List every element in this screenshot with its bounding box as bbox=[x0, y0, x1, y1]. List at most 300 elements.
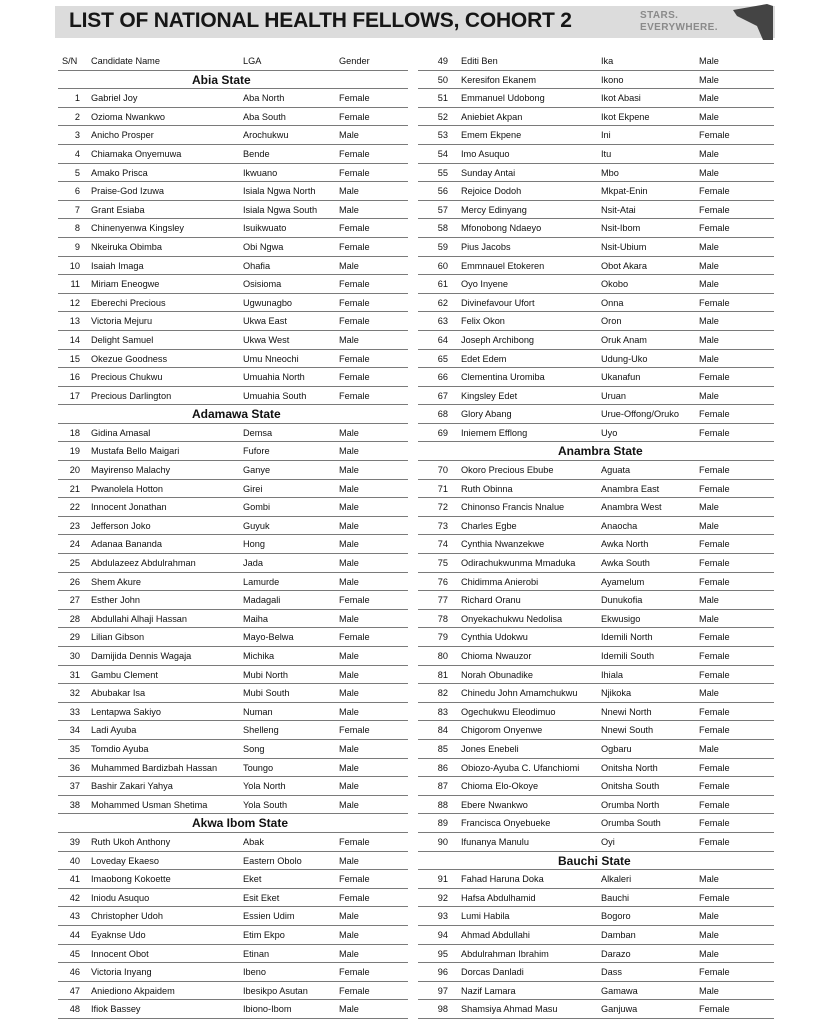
cell-gender: Male bbox=[339, 427, 359, 438]
table-row bbox=[58, 647, 408, 666]
table-row bbox=[418, 350, 774, 369]
cell-lga: Abak bbox=[243, 836, 264, 847]
cell-sn: 64 bbox=[437, 334, 448, 345]
cell-sn: 80 bbox=[437, 651, 448, 661]
cell-gender: Female bbox=[699, 483, 730, 494]
cell-gender: Female bbox=[699, 799, 730, 810]
state-name: Abia State bbox=[192, 72, 251, 87]
table-row bbox=[418, 71, 774, 90]
cell-gender: Female bbox=[339, 595, 370, 606]
cell-name: Chidimma Anierobi bbox=[461, 576, 539, 587]
cell-lga: Oron bbox=[601, 316, 622, 327]
cell-gender: Male bbox=[339, 483, 359, 494]
header-lga: LGA bbox=[243, 56, 262, 66]
cell-sn: 7 bbox=[74, 204, 80, 215]
tagline-line-1: STARS. bbox=[640, 10, 679, 21]
cell-name: Kingsley Edet bbox=[461, 390, 518, 401]
cell-sn: 33 bbox=[69, 706, 80, 717]
tagline-line-2: EVERYWHERE. bbox=[640, 22, 718, 33]
cell-name: Chiamaka Onyemuwa bbox=[91, 148, 182, 159]
cell-sn: 43 bbox=[69, 911, 80, 922]
cell-lga: Eket bbox=[243, 874, 262, 885]
cell-sn: 51 bbox=[437, 93, 448, 104]
cell-gender: Female bbox=[339, 353, 370, 364]
table-row bbox=[418, 777, 774, 796]
cell-sn: 22 bbox=[69, 502, 80, 513]
cell-gender: Female bbox=[699, 967, 730, 978]
cell-name: Esther John bbox=[91, 595, 141, 606]
cell-sn: 50 bbox=[437, 74, 448, 85]
cell-sn: 77 bbox=[437, 595, 448, 606]
cell-sn: 57 bbox=[437, 204, 448, 215]
cell-name: Precious Darlington bbox=[91, 390, 172, 401]
header-gender: Gender bbox=[339, 56, 370, 66]
cell-lga: Mubi South bbox=[243, 688, 290, 699]
cell-gender: Female bbox=[699, 818, 730, 829]
cell-sn: 55 bbox=[437, 167, 448, 178]
table-row bbox=[58, 368, 408, 387]
cell-lga: Obot Akara bbox=[601, 260, 647, 271]
cell-sn: 34 bbox=[69, 725, 80, 736]
cell-sn: 97 bbox=[437, 985, 448, 996]
cell-gender: Male bbox=[699, 911, 719, 922]
table-row bbox=[418, 312, 774, 331]
table-row bbox=[58, 145, 408, 164]
state-section-heading bbox=[58, 405, 408, 424]
cell-sn: 11 bbox=[70, 279, 80, 290]
cell-name: Francisca Onyebueke bbox=[461, 818, 551, 829]
cell-gender: Male bbox=[699, 111, 719, 122]
cell-sn: 72 bbox=[437, 502, 448, 513]
cell-gender: Male bbox=[339, 762, 359, 773]
table-row bbox=[418, 833, 774, 852]
cell-name: Cynthia Nwanzekwe bbox=[461, 539, 545, 550]
cell-sn: 68 bbox=[437, 409, 448, 420]
cell-lga: Shelleng bbox=[243, 725, 279, 736]
cell-lga: Dass bbox=[601, 967, 622, 978]
table-row bbox=[418, 52, 774, 71]
cell-name: Precious Chukwu bbox=[91, 372, 163, 383]
table-row bbox=[58, 610, 408, 629]
cell-name: Onyekachukwu Nedolisa bbox=[461, 613, 563, 624]
cell-gender: Female bbox=[699, 576, 730, 587]
cell-name: Victoria Inyang bbox=[91, 967, 152, 978]
cell-sn: 71 bbox=[437, 483, 448, 494]
cell-sn: 79 bbox=[437, 632, 448, 643]
cell-name: Damijida Dennis Wagaja bbox=[91, 651, 192, 661]
cell-sn: 76 bbox=[437, 576, 448, 587]
table-row bbox=[58, 331, 408, 350]
table-row bbox=[418, 238, 774, 257]
right-column bbox=[418, 52, 774, 1019]
cell-lga: Esit Eket bbox=[243, 892, 280, 903]
state-name: Anambra State bbox=[558, 444, 643, 459]
cell-gender: Female bbox=[699, 130, 730, 141]
table-row bbox=[58, 796, 408, 815]
cell-lga: Ogbaru bbox=[601, 743, 632, 754]
cell-name: Innocent Obot bbox=[91, 948, 149, 959]
cell-lga: Mkpat-Enin bbox=[601, 186, 648, 197]
cell-gender: Male bbox=[699, 502, 719, 513]
cell-lga: Isiala Ngwa South bbox=[243, 204, 318, 215]
cell-gender: Male bbox=[339, 502, 359, 513]
cell-sn: 36 bbox=[69, 762, 80, 773]
table-row bbox=[418, 424, 774, 443]
cell-lga: Anambra East bbox=[601, 483, 660, 494]
cell-gender: Male bbox=[699, 93, 719, 104]
cell-lga: Urue-Offong/Oruko bbox=[601, 409, 679, 420]
cell-name: Isaiah Imaga bbox=[91, 260, 144, 271]
cell-gender: Female bbox=[339, 111, 370, 122]
cell-sn: 56 bbox=[437, 186, 448, 197]
cell-name: Ebere Nwankwo bbox=[461, 799, 528, 810]
cell-name: Felix Okon bbox=[461, 316, 505, 327]
cell-lga: Hong bbox=[243, 539, 265, 550]
cell-gender: Female bbox=[699, 706, 730, 717]
cell-sn: 38 bbox=[69, 799, 80, 810]
table-row bbox=[418, 591, 774, 610]
table-row bbox=[58, 554, 408, 573]
table-row bbox=[418, 610, 774, 629]
cell-sn: 35 bbox=[69, 743, 80, 754]
cell-sn: 59 bbox=[437, 241, 448, 252]
cell-gender: Female bbox=[339, 892, 370, 903]
cell-gender: Female bbox=[339, 372, 370, 383]
cell-sn: 78 bbox=[437, 613, 448, 624]
cell-lga: Ohafia bbox=[243, 260, 271, 271]
cell-lga: Okobo bbox=[601, 279, 629, 290]
cell-name: Sunday Antai bbox=[461, 167, 516, 178]
cell-gender: Female bbox=[339, 223, 370, 234]
table-row bbox=[58, 777, 408, 796]
cell-sn: 93 bbox=[437, 911, 448, 922]
cell-sn: 26 bbox=[69, 576, 80, 587]
cell-name: Hafsa Abdulhamid bbox=[461, 892, 536, 903]
cell-sn: 81 bbox=[437, 669, 448, 680]
table-row bbox=[418, 405, 774, 424]
cell-lga: Ukanafun bbox=[601, 372, 641, 383]
cell-name: Amako Prisca bbox=[91, 167, 148, 178]
cell-sn: 54 bbox=[437, 148, 448, 159]
cell-name: Muhammed Bardizbah Hassan bbox=[91, 762, 218, 773]
table-row bbox=[58, 1000, 408, 1019]
cell-sn: 88 bbox=[437, 799, 448, 810]
table-row bbox=[58, 945, 408, 964]
cell-gender: Male bbox=[339, 446, 359, 457]
cell-sn: 70 bbox=[437, 465, 448, 476]
cell-sn: 13 bbox=[69, 316, 80, 327]
table-row bbox=[58, 982, 408, 1001]
table-row bbox=[58, 963, 408, 982]
cell-name: Chioma Elo-Okoye bbox=[461, 781, 539, 792]
cell-gender: Female bbox=[699, 558, 730, 569]
cell-sn: 69 bbox=[437, 427, 448, 438]
cell-gender: Female bbox=[699, 632, 730, 643]
cell-gender: Male bbox=[339, 781, 359, 792]
cell-name: Iniodu Asuquo bbox=[91, 892, 150, 903]
cell-name: Jones Enebeli bbox=[461, 743, 519, 754]
cell-sn: 84 bbox=[437, 725, 448, 736]
cell-lga: Gombi bbox=[243, 502, 271, 513]
cell-sn: 83 bbox=[437, 706, 448, 717]
table-row bbox=[418, 164, 774, 183]
cell-name: Ruth Obinna bbox=[461, 483, 513, 494]
cell-lga: Awka South bbox=[601, 558, 650, 569]
cell-name: Ahmad Abdullahi bbox=[461, 929, 530, 940]
cell-gender: Male bbox=[339, 558, 359, 569]
cell-name: Miriam Eneogwe bbox=[91, 279, 160, 290]
table-row bbox=[418, 870, 774, 889]
cell-name: Ifiok Bassey bbox=[91, 1004, 141, 1015]
cell-sn: 92 bbox=[437, 892, 448, 903]
table-row bbox=[418, 1000, 774, 1019]
cell-gender: Male bbox=[699, 948, 719, 959]
cell-lga: Alkaleri bbox=[601, 874, 632, 885]
cell-lga: Oruk Anam bbox=[601, 334, 647, 345]
table-row bbox=[58, 108, 408, 127]
table-row bbox=[58, 833, 408, 852]
table-row bbox=[418, 554, 774, 573]
cell-lga: Bogoro bbox=[601, 911, 631, 922]
cell-lga: Aba South bbox=[243, 111, 286, 122]
table-row bbox=[58, 182, 408, 201]
table-row bbox=[418, 294, 774, 313]
cell-sn: 32 bbox=[69, 688, 80, 699]
cell-name: Innocent Jonathan bbox=[91, 502, 167, 513]
cell-name: Emmanuel Udobong bbox=[461, 93, 545, 104]
cell-sn: 62 bbox=[437, 297, 448, 308]
cell-sn: 95 bbox=[437, 948, 448, 959]
cell-gender: Male bbox=[699, 148, 719, 159]
header-name: Candidate Name bbox=[91, 56, 160, 66]
table-row bbox=[418, 126, 774, 145]
table-row bbox=[418, 387, 774, 406]
cell-name: Ladi Ayuba bbox=[91, 725, 137, 736]
header-sn: S/N bbox=[62, 56, 78, 66]
table-row bbox=[58, 684, 408, 703]
cell-lga: Song bbox=[243, 743, 265, 754]
cell-gender: Female bbox=[699, 762, 730, 773]
table-row bbox=[418, 814, 774, 833]
cell-gender: Female bbox=[339, 93, 370, 104]
cell-lga: Ganjuwa bbox=[601, 1004, 638, 1015]
cell-lga: Orumba North bbox=[601, 799, 660, 810]
cell-gender: Female bbox=[339, 167, 370, 178]
cell-gender: Male bbox=[339, 539, 359, 550]
cell-sn: 53 bbox=[437, 130, 448, 141]
table-row bbox=[418, 684, 774, 703]
cell-sn: 85 bbox=[437, 743, 448, 754]
table-row bbox=[58, 350, 408, 369]
cell-name: Aniediono Akpaidem bbox=[91, 985, 175, 996]
cell-gender: Male bbox=[699, 316, 719, 327]
cell-sn: 47 bbox=[69, 985, 80, 996]
cell-lga: Nnewi South bbox=[601, 725, 654, 736]
cell-gender: Female bbox=[699, 669, 730, 680]
cell-name: Pius Jacobs bbox=[461, 241, 511, 252]
table-row bbox=[418, 331, 774, 350]
table-row bbox=[58, 517, 408, 536]
table-row bbox=[418, 759, 774, 778]
cell-gender: Male bbox=[339, 911, 359, 922]
cell-lga: Ukwa West bbox=[243, 334, 290, 345]
state-section-heading bbox=[58, 814, 408, 833]
table-row bbox=[58, 870, 408, 889]
cell-name: Gidina Amasal bbox=[91, 427, 151, 438]
cell-gender: Female bbox=[699, 204, 730, 215]
cell-name: Imaobong Kokoette bbox=[91, 874, 171, 885]
cell-name: Rejoice Dodoh bbox=[461, 186, 522, 197]
cell-sn: 46 bbox=[69, 967, 80, 978]
table-row bbox=[418, 275, 774, 294]
cell-gender: Female bbox=[339, 632, 370, 643]
cell-lga: Gamawa bbox=[601, 985, 638, 996]
table-row bbox=[418, 573, 774, 592]
cell-name: Adanaa Bananda bbox=[91, 539, 163, 550]
cell-name: Tomdio Ayuba bbox=[91, 743, 149, 754]
cell-lga: Maiha bbox=[243, 613, 269, 624]
cell-gender: Male bbox=[699, 167, 719, 178]
cell-gender: Female bbox=[699, 1004, 730, 1015]
cell-name: Chinonso Francis Nnalue bbox=[461, 502, 565, 513]
table-row bbox=[58, 89, 408, 108]
table-row bbox=[58, 164, 408, 183]
cell-name: Editi Ben bbox=[461, 56, 498, 66]
cell-lga: Umuahia North bbox=[243, 372, 305, 383]
cell-name: Nazif Lamara bbox=[461, 985, 516, 996]
cell-sn: 73 bbox=[437, 520, 448, 531]
table-row bbox=[418, 108, 774, 127]
cell-lga: Ihiala bbox=[601, 669, 623, 680]
cell-name: Emmnauel Etokeren bbox=[461, 260, 545, 271]
cell-sn: 87 bbox=[437, 781, 448, 792]
cell-sn: 17 bbox=[69, 390, 80, 401]
cell-name: Chigorom Onyenwe bbox=[461, 725, 543, 736]
cell-lga: Isuikwuato bbox=[243, 223, 287, 234]
table-row bbox=[58, 740, 408, 759]
cell-gender: Female bbox=[339, 874, 370, 885]
title-banner bbox=[55, 6, 775, 38]
cell-name: Abdullahi Alhaji Hassan bbox=[91, 613, 188, 624]
cell-lga: Bende bbox=[243, 148, 270, 159]
cell-lga: Lamurde bbox=[243, 576, 280, 587]
state-name: Akwa Ibom State bbox=[192, 816, 289, 831]
cell-lga: Aba North bbox=[243, 93, 285, 104]
table-row bbox=[418, 461, 774, 480]
cell-name: Shem Akure bbox=[91, 576, 142, 587]
table-row bbox=[418, 907, 774, 926]
cell-lga: Arochukwu bbox=[243, 130, 289, 141]
cell-lga: Damban bbox=[601, 929, 636, 940]
cell-lga: Yola North bbox=[243, 781, 286, 792]
cell-sn: 48 bbox=[69, 1004, 80, 1015]
cell-gender: Male bbox=[339, 130, 359, 141]
table-row bbox=[58, 294, 408, 313]
table-row bbox=[418, 145, 774, 164]
cell-sn: 31 bbox=[69, 669, 80, 680]
cell-name: Mercy Edinyang bbox=[461, 204, 527, 215]
cell-lga: Ika bbox=[601, 56, 614, 66]
table-row bbox=[58, 126, 408, 145]
cell-sn: 61 bbox=[437, 279, 448, 290]
cell-sn: 41 bbox=[69, 874, 80, 885]
cell-lga: Oyi bbox=[601, 836, 615, 847]
cell-name: Christopher Udoh bbox=[91, 911, 164, 922]
cell-name: Abdulazeez Abdulrahman bbox=[91, 558, 196, 569]
table-row bbox=[418, 535, 774, 554]
cell-gender: Male bbox=[339, 1004, 359, 1015]
table-row bbox=[418, 945, 774, 964]
cell-sn: 10 bbox=[69, 260, 80, 271]
cell-name: Emem Ekpene bbox=[461, 130, 522, 141]
table-row bbox=[58, 535, 408, 554]
cell-gender: Female bbox=[339, 725, 370, 736]
table-row bbox=[58, 275, 408, 294]
cell-name: Divinefavour Ufort bbox=[461, 297, 535, 308]
cell-gender: Female bbox=[339, 279, 370, 290]
cell-name: Okezue Goodness bbox=[91, 353, 168, 364]
cell-lga: Darazo bbox=[601, 948, 631, 959]
cell-lga: Nsit-Ubium bbox=[601, 241, 647, 252]
cell-lga: Ikot Abasi bbox=[601, 93, 641, 104]
page-title: LIST OF NATIONAL HEALTH FELLOWS, COHORT 2 bbox=[69, 9, 572, 32]
table-row bbox=[58, 852, 408, 871]
cell-gender: Male bbox=[699, 520, 719, 531]
cell-name: Eberechi Precious bbox=[91, 297, 166, 308]
cell-gender: Male bbox=[699, 241, 719, 252]
cell-name: Bashir Zakari Yahya bbox=[91, 781, 173, 792]
cell-sn: 90 bbox=[437, 836, 448, 847]
table-row bbox=[58, 480, 408, 499]
table-row bbox=[58, 387, 408, 406]
cell-lga: Mayo-Belwa bbox=[243, 632, 294, 643]
cell-sn: 94 bbox=[437, 929, 448, 940]
cell-lga: Girei bbox=[243, 483, 263, 494]
table-row bbox=[418, 889, 774, 908]
cell-name: Anicho Prosper bbox=[91, 130, 154, 141]
cell-sn: 60 bbox=[437, 260, 448, 271]
cell-sn: 58 bbox=[437, 223, 448, 234]
cell-lga: Idemili South bbox=[601, 651, 655, 661]
cell-sn: 15 bbox=[69, 353, 80, 364]
cell-name: Delight Samuel bbox=[91, 334, 154, 345]
cell-name: Victoria Mejuru bbox=[91, 316, 153, 327]
cell-gender: Female bbox=[339, 297, 370, 308]
cell-lga: Uyo bbox=[601, 427, 618, 438]
cell-name: Abubakar Isa bbox=[91, 688, 146, 699]
cell-lga: Obi Ngwa bbox=[243, 241, 284, 252]
cell-lga: Ikono bbox=[601, 74, 624, 85]
cell-sn: 52 bbox=[437, 111, 448, 122]
cell-gender: Male bbox=[699, 874, 719, 885]
cell-gender: Male bbox=[339, 204, 359, 215]
cell-gender: Male bbox=[699, 279, 719, 290]
cell-lga: Michika bbox=[243, 651, 275, 661]
cell-lga: Anambra West bbox=[601, 502, 662, 513]
state-section-heading bbox=[58, 71, 408, 90]
cell-lga: Umuahia South bbox=[243, 390, 307, 401]
cell-gender: Male bbox=[339, 799, 359, 810]
cell-lga: Onitsha North bbox=[601, 762, 658, 773]
table-row bbox=[58, 889, 408, 908]
table-row bbox=[58, 498, 408, 517]
cell-gender: Female bbox=[699, 465, 730, 476]
cell-sn: 42 bbox=[69, 892, 80, 903]
cell-name: Norah Obunadike bbox=[461, 669, 534, 680]
table-row bbox=[418, 721, 774, 740]
cell-gender: Male bbox=[339, 688, 359, 699]
cell-lga: Udung-Uko bbox=[601, 353, 648, 364]
